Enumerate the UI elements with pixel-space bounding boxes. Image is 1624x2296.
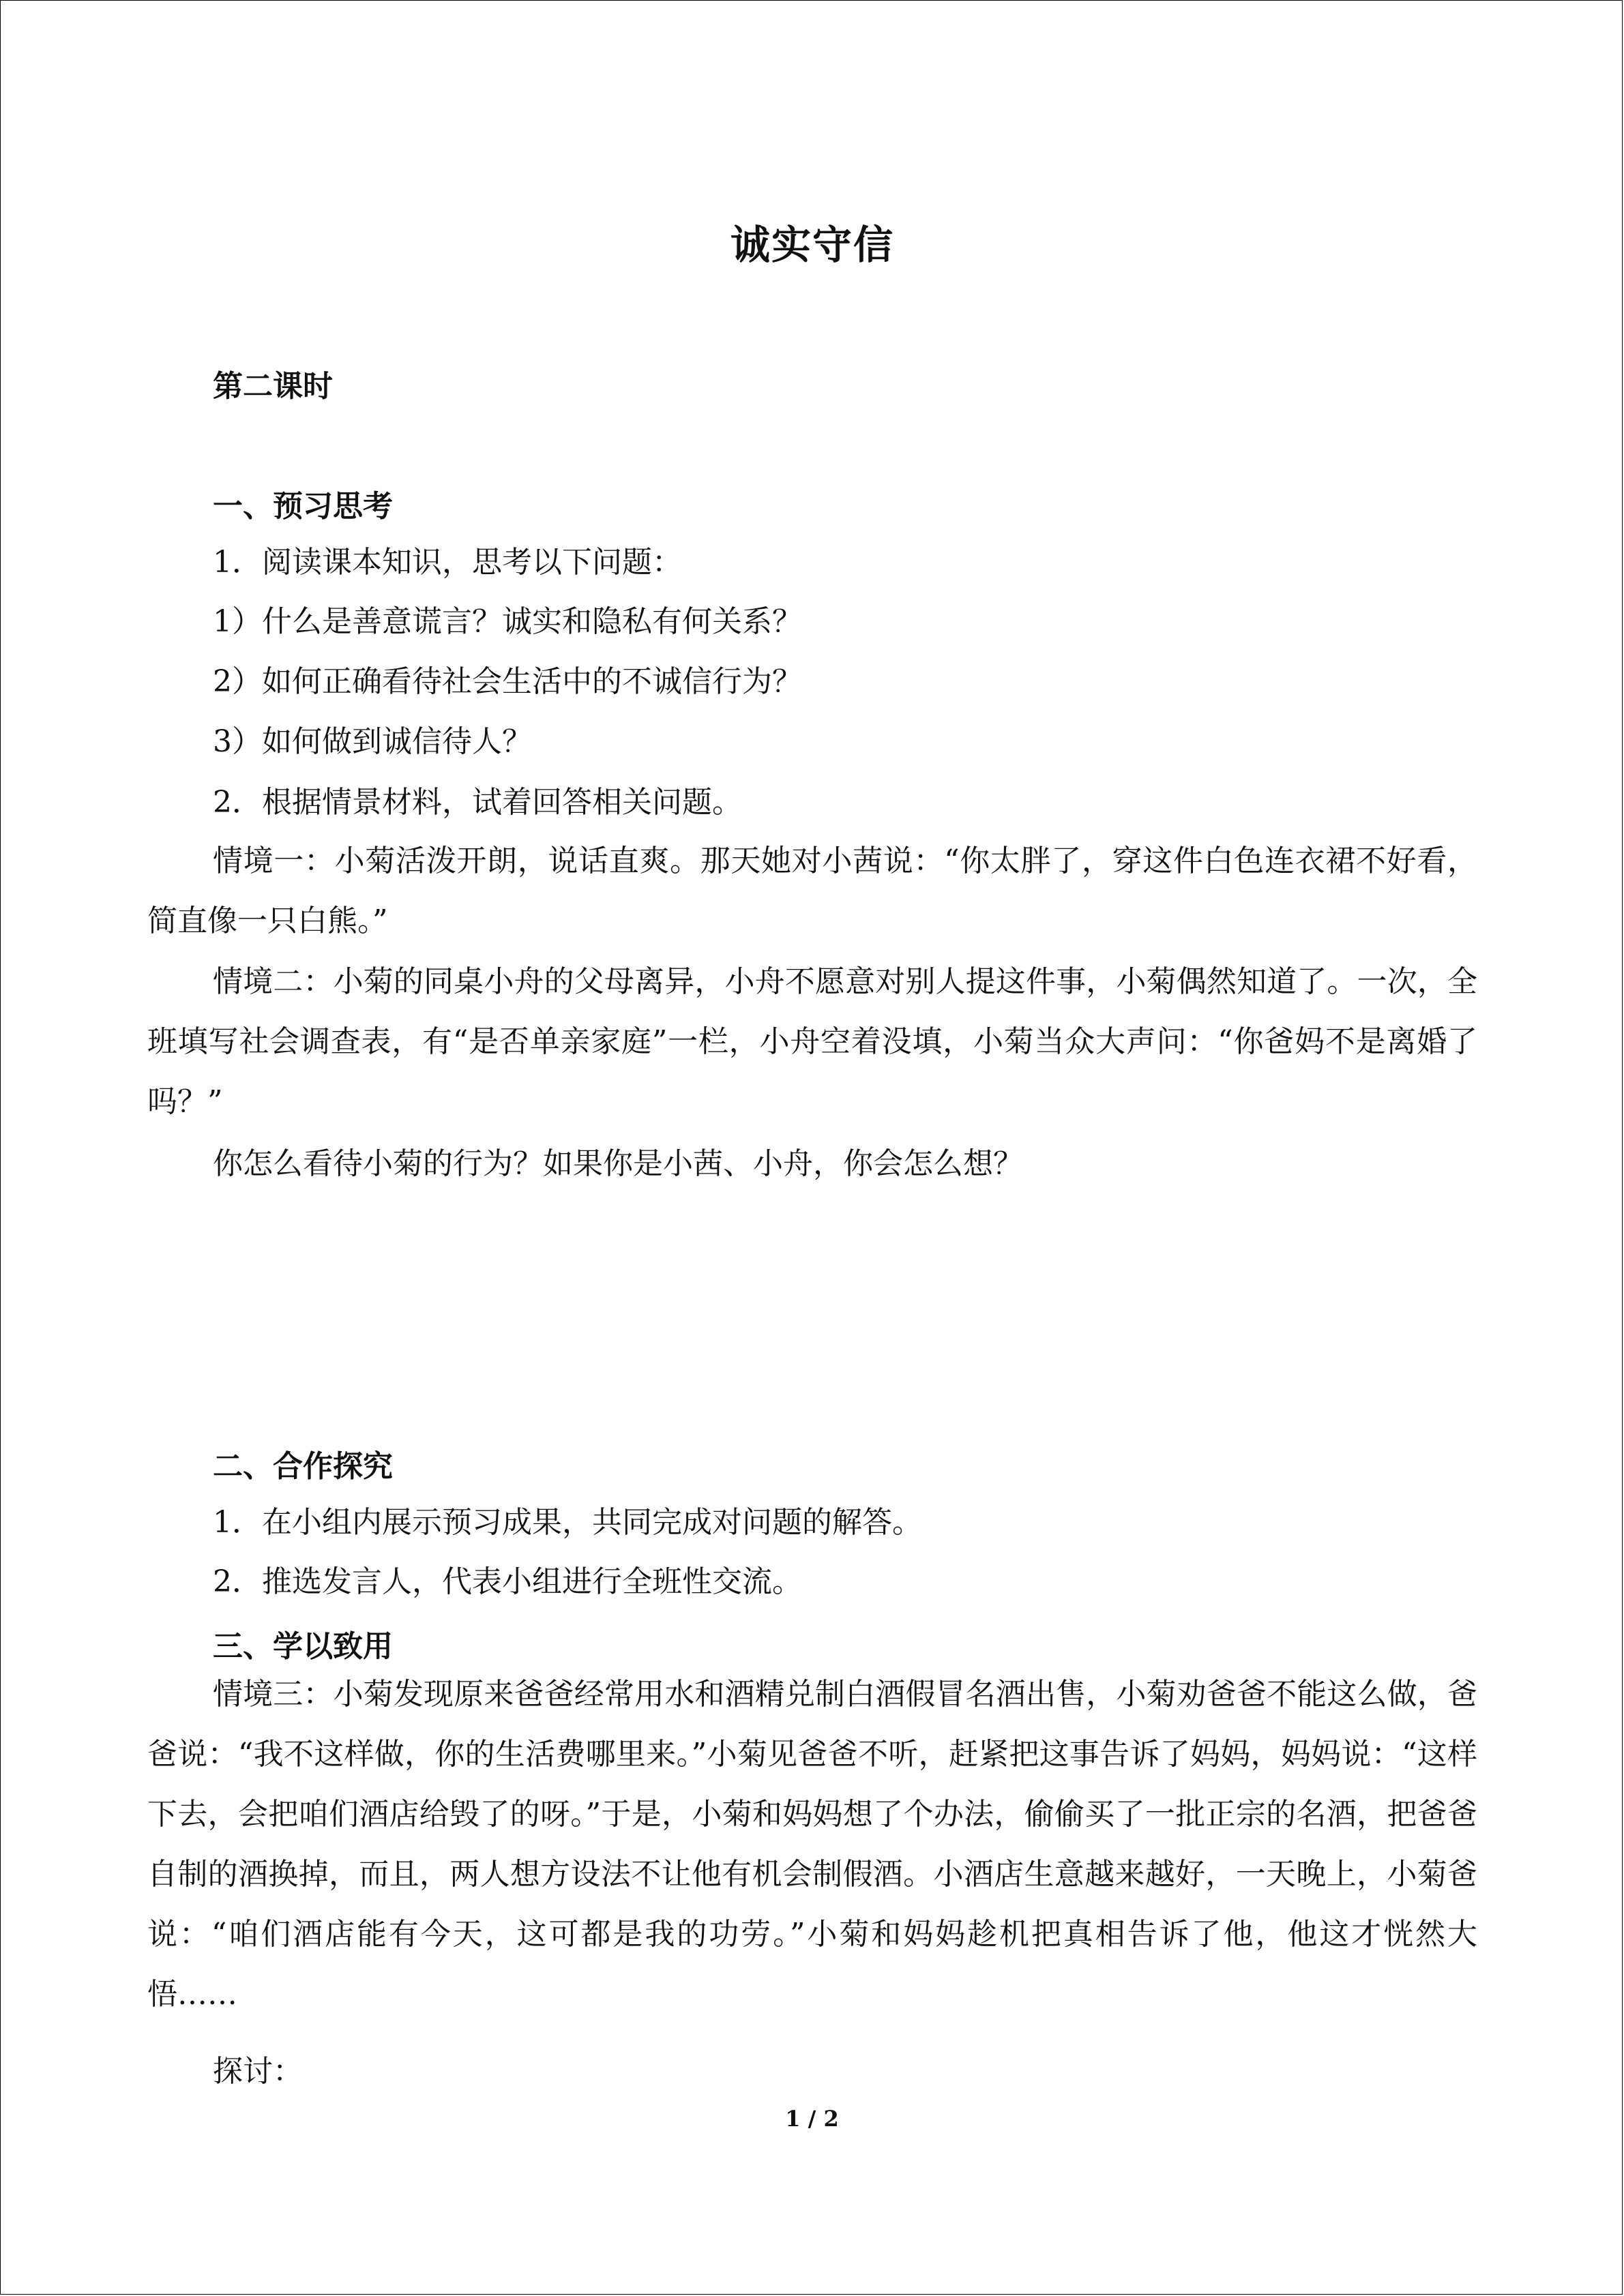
question-1: 1．阅读课本知识，思考以下问题： — [213, 545, 682, 580]
cooperate-item-1: 1．在小组内展示预习成果，共同完成对问题的解答。 — [213, 1505, 922, 1540]
section-heading-preview: 一、预习思考 — [213, 489, 393, 524]
question-1-3: 3）如何做到诚信待人？ — [213, 724, 532, 759]
question-1-2: 2）如何正确看待社会生活中的不诚信行为？ — [213, 664, 802, 699]
document-title: 诚实守信 — [730, 222, 894, 268]
reflection-question: 你怎么看待小菊的行为？如果你是小茜、小舟，你会怎么想？ — [213, 1146, 1023, 1181]
section-heading-cooperate: 二、合作探究 — [213, 1449, 393, 1484]
lesson-label: 第二课时 — [213, 369, 333, 404]
page-number: 1 / 2 — [785, 2106, 839, 2132]
question-2: 2．根据情景材料，试着回答相关问题。 — [213, 785, 742, 820]
scenario-two: 情境二：小菊的同桌小舟的父母离异，小舟不愿意对别人提这件事，小菊偶然知道了。一次，全班填写社会调查表，有“是否单亲家庭”一栏，小舟空着没填，小菊当众大声问：“你爸妈不是离婚了吗？” — [147, 964, 1477, 1119]
cooperate-item-2: 2．推选发言人，代表小组进行全班性交流。 — [213, 1564, 802, 1599]
section-heading-apply: 三、学以致用 — [213, 1629, 393, 1664]
scenario-one: 情境一：小菊活泼开朗，说话直爽。那天她对小茜说：“你太胖了，穿这件白色连衣裙不好看，简直像一只白熊。” — [147, 844, 1477, 938]
scenario-three: 情境三：小菊发现原来爸爸经常用水和酒精兑制白酒假冒名酒出售，小菊劝爸爸不能这么做，爸爸说：“我不这样做，你的生活费哪里来。”小菊见爸爸不听，赶紧把这事告诉了妈妈，妈妈说：“这样下去，会把咱们酒店给毁了的呀。”于是，小菊和妈妈想了个办法，偷偷买了一批正宗的名酒，把爸爸自制的酒换掉，而且，两人想方设法不让他有机会制假酒。小酒店生意越来越好，一天晚上，小菊爸说：“咱们酒店能有今天，这可都是我的功劳。”小菊和妈妈趁机把真相告诉了他，他这才恍然大悟…… — [147, 1677, 1477, 2012]
discuss-label: 探讨： — [213, 2054, 303, 2089]
question-1-1: 1）什么是善意谎言？诚实和隐私有何关系？ — [213, 604, 802, 639]
